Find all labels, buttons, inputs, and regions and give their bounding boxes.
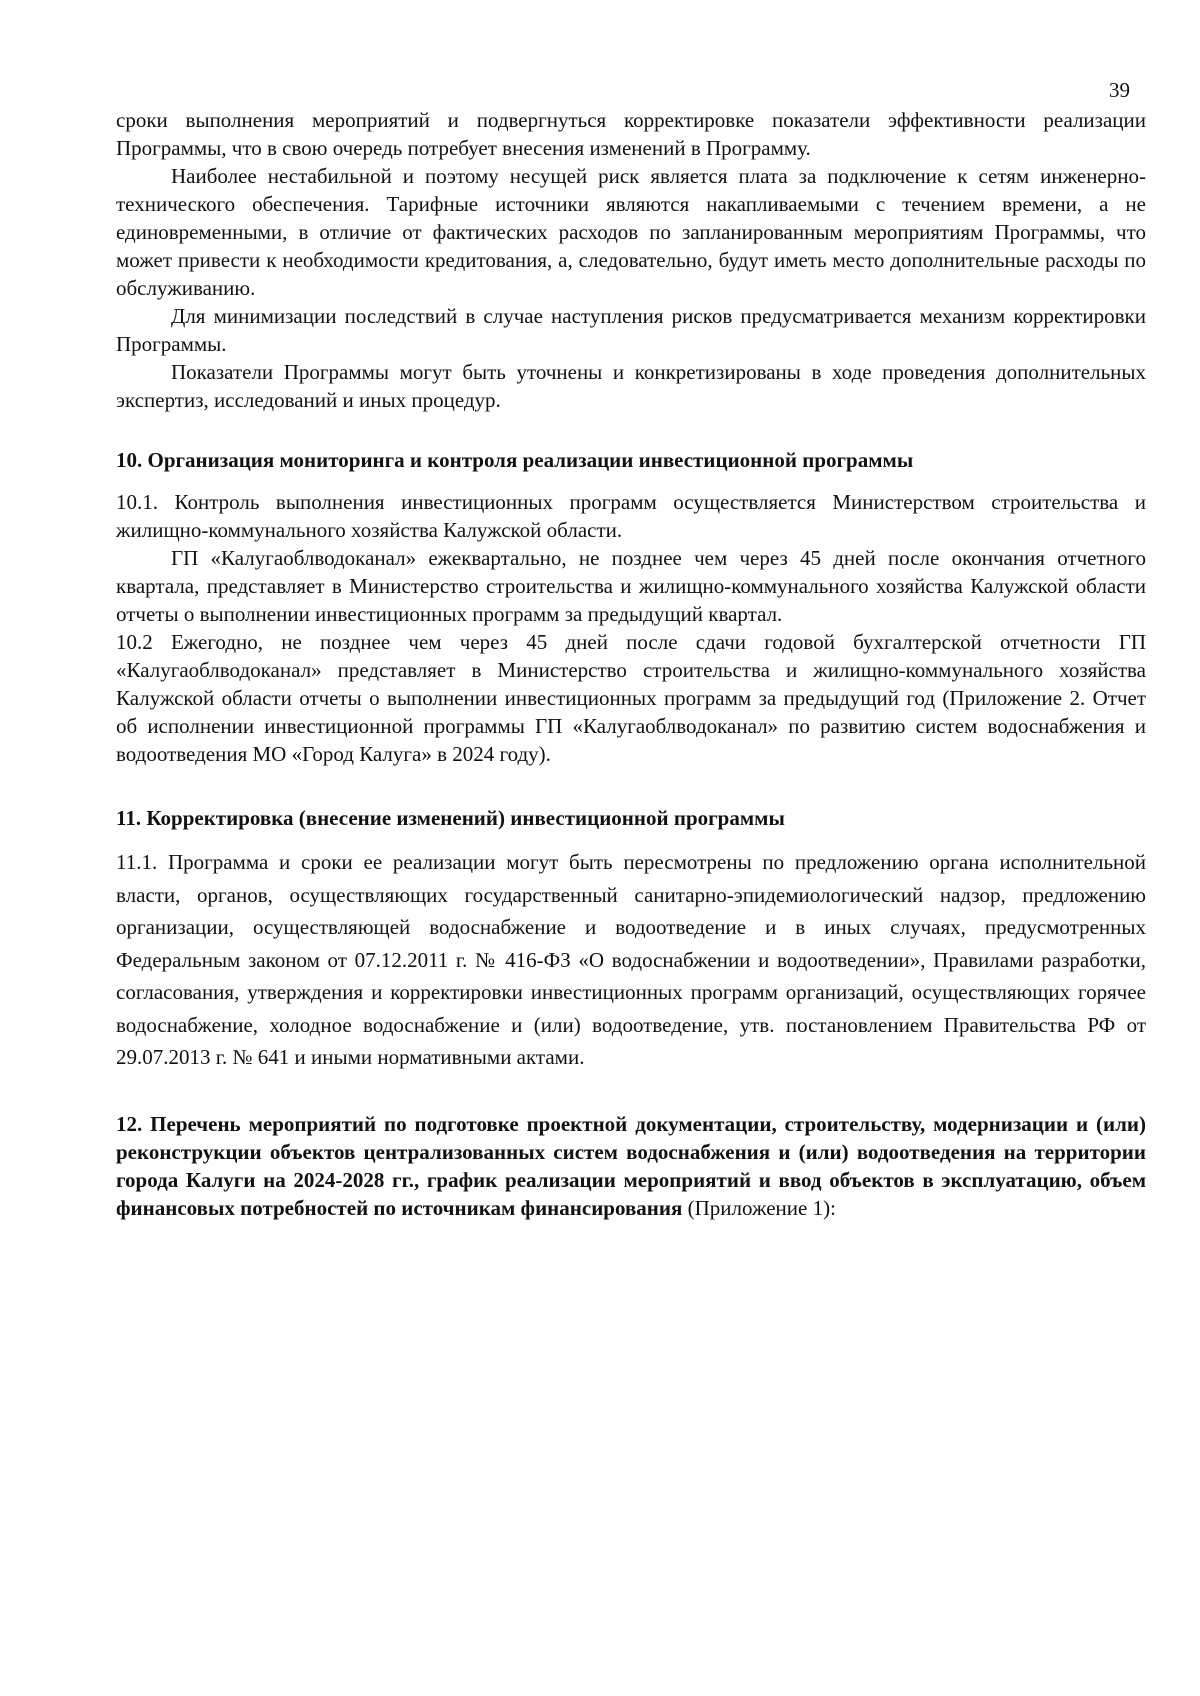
- spacer: [116, 768, 1146, 804]
- spacer: [116, 832, 1146, 846]
- page-number: 39: [1109, 78, 1130, 102]
- intro-paragraph-1: сроки выполнения мероприятий и подвергнуться корректировке показатели эффективности реализации Программы, что в свою очередь потребует внесения изменений в Программу.: [116, 108, 1146, 160]
- section-10-heading: 10. Организация мониторинга и контроля реализации инвестиционной программы: [116, 448, 914, 472]
- section-10-paragraph-1: 10.1. Контроль выполнения инвестиционных программ осуществляется Министерством строительства и жилищно-коммунального хозяйства Калужской области.: [116, 490, 1146, 542]
- document-body: [116, 106, 1146, 1222]
- section-12-heading-appendix: (Приложение 1):: [682, 1195, 836, 1220]
- section-10-paragraph-2: ГП «Калугаоблводоканал» ежеквартально, не позднее чем через 45 дней после окончания отчетного квартала, представляет в Министерство строительства и жилищно-коммунального хозяйства Калужской области отчеты о выполнении инвестиционных программ за предыдущий квартал.: [116, 546, 1146, 626]
- spacer: [116, 474, 1146, 488]
- intro-paragraph-3: Для минимизации последствий в случае наступления рисков предусматривается механизм корректировки Программы.: [116, 304, 1146, 356]
- spacer: [116, 1074, 1146, 1110]
- section-12-heading: [116, 1110, 1146, 1222]
- section-11: [116, 804, 1146, 1074]
- section-10-paragraph-3: 10.2 Ежегодно, не позднее чем через 45 дней после сдачи годовой бухгалтерской отчетности ГП «Калугаоблводоканал» представляет в Министерство строительства и жилищно-коммунального хозяйства Калужской области отчеты о выполнении инвестиционных программ за предыдущий год (Приложение 2. Отчет об исполнении инвестиционной программы ГП «Калугаоблводоканал» по развитию систем водоснабжения и водоотведения МО «Город Калуга» в 2024 году).: [116, 630, 1146, 766]
- section-11-paragraph-1: 11.1. Программа и сроки ее реализации могут быть пересмотрены по предложению органа исполнительной власти, органов, осуществляющих государственный санитарно-эпидемиологический надзор, предложению организации, осуществляющей водоснабжение и водоотведение и в иных случаях, предусмотренных Федеральным законом от 07.12.2011 г. № 416-ФЗ «О водоснабжении и водоотведении», Правилами разработки, согласования, утверждения и корректировки инвестиционных программ организаций, осуществляющих горячее водоснабжение, холодное водоснабжение и (или) водоотведение, утв. постановлением Правительства РФ от 29.07.2013 г. № 641 и иными нормативными актами.: [116, 850, 1146, 1069]
- section-12-heading-bold: 12. Перечень мероприятий по подготовке проектной документации, строительству, модернизации и (или) реконструкции объектов централизованных систем водоснабжения и (или) водоотведения на территории города Калуги на 2024-2028 гг., график реализации мероприятий и ввод объектов в эксплуатацию, объем финансовых потребностей по источникам финансирования: [116, 1111, 1146, 1220]
- spacer: [116, 414, 1146, 446]
- intro-paragraph-4: Показатели Программы могут быть уточнены и конкретизированы в ходе проведения дополнительных экспертиз, исследований и иных процедур.: [116, 360, 1146, 412]
- intro-paragraph-2: Наиболее нестабильной и поэтому несущей риск является плата за подключение к сетям инженерно-технического обеспечения. Тарифные источники являются накапливаемыми с течением времени, а не единовременными, в отличие от фактических расходов по запланированным мероприятиям Программы, что может привести к необходимости кредитования, а, следовательно, будут иметь место дополнительные расходы по обслуживанию.: [116, 164, 1146, 300]
- section-11-heading: 11. Корректировка (внесение изменений) инвестиционной программы: [116, 806, 785, 830]
